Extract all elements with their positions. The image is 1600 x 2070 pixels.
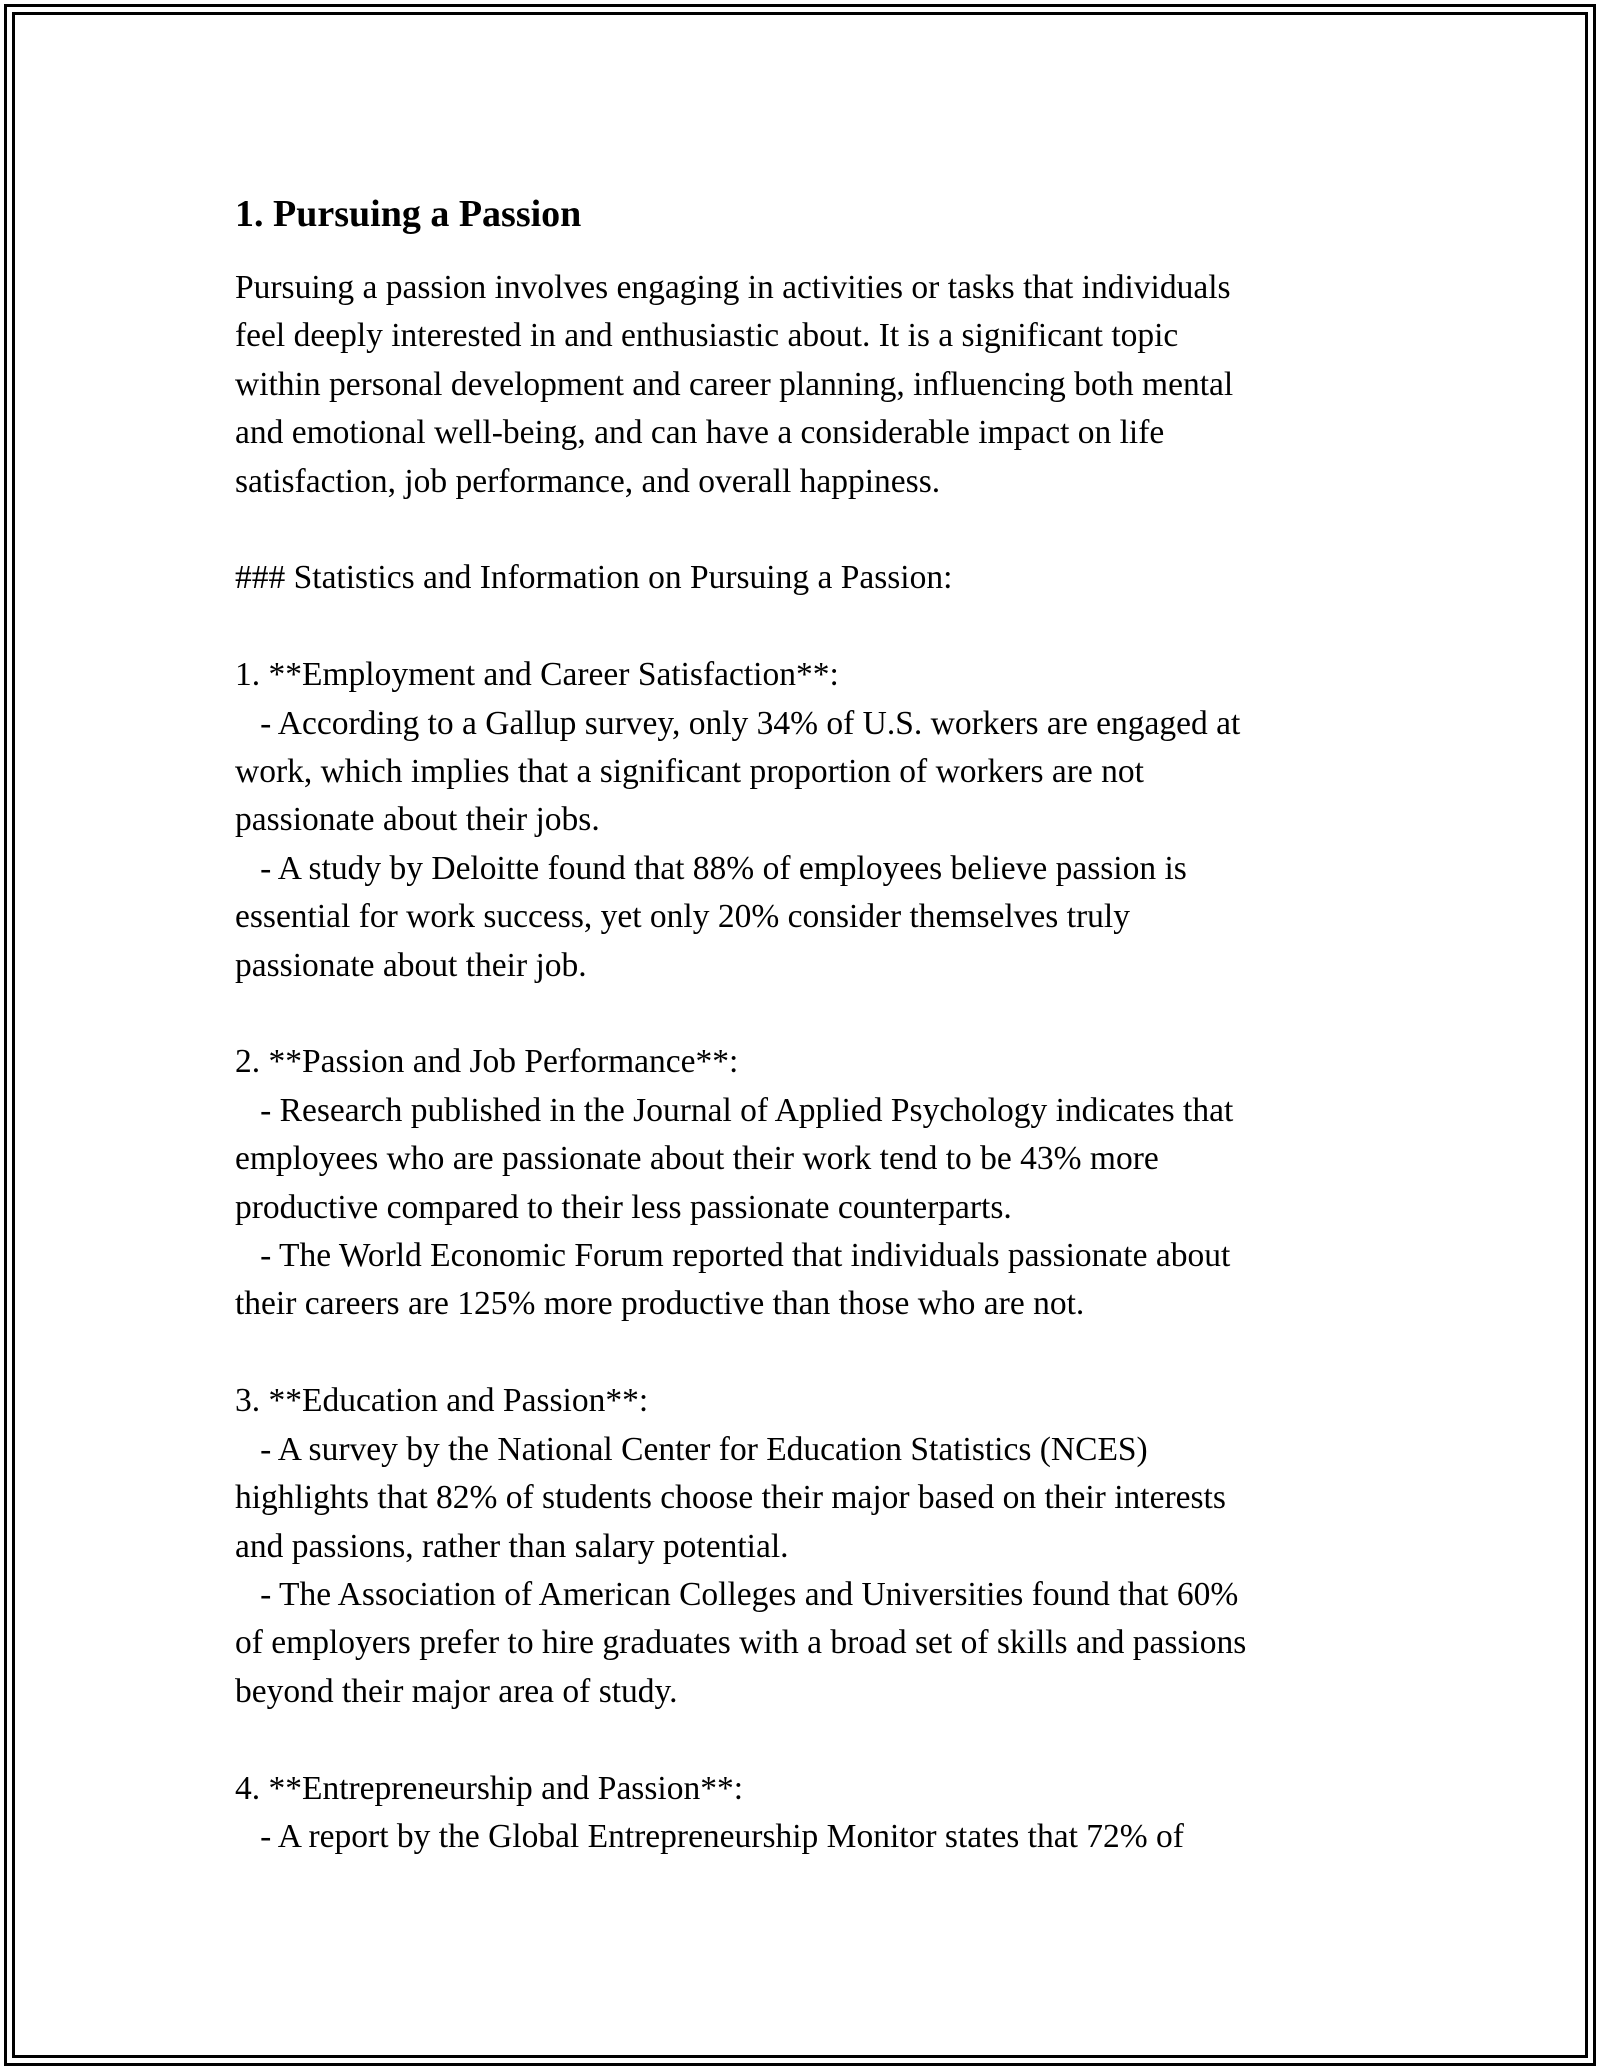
section-entrepreneurship <box>235 1765 1360 1862</box>
spacer <box>235 1716 1360 1764</box>
intro-line: within personal development and career planning, influencing both mental <box>235 365 1234 403</box>
section-title: 4. **Entrepreneurship and Passion**: <box>235 1769 743 1807</box>
section-job-performance <box>235 1038 1360 1328</box>
section-line: passionate about their jobs. <box>235 801 600 839</box>
section-line: passionate about their job. <box>235 946 587 984</box>
intro-line: and emotional well-being, and can have a considerable impact on life <box>235 414 1165 452</box>
section-line: - A study by Deloitte found that 88% of employees believe passion is <box>235 849 1187 887</box>
section-title: 2. **Passion and Job Performance**: <box>235 1043 739 1081</box>
section-line: - The Association of American Colleges and Universities found that 60% <box>235 1575 1239 1613</box>
intro-line: feel deeply interested in and enthusiastic about. It is a significant topic <box>235 317 1179 355</box>
section-line: their careers are 125% more productive than those who are not. <box>235 1285 1085 1323</box>
section-subheading: ### Statistics and Information on Pursuing a Passion: <box>235 559 953 597</box>
section-line: - A report by the Global Entrepreneurship Monitor states that 72% of <box>235 1817 1184 1855</box>
section-line: beyond their major area of study. <box>235 1672 678 1710</box>
spacer <box>235 603 1360 651</box>
section-line: essential for work success, yet only 20% consider themselves truly <box>235 898 1130 936</box>
section-education <box>235 1377 1360 1716</box>
section-line: and passions, rather than salary potential. <box>235 1527 789 1565</box>
section-line: - The World Economic Forum reported that individuals passionate about <box>235 1237 1231 1275</box>
section-line: highlights that 82% of students choose their major based on their interests <box>235 1479 1226 1517</box>
page-title: 1. Pursuing a Passion <box>235 193 582 235</box>
intro-line: satisfaction, job performance, and overall happiness. <box>235 462 941 500</box>
intro-paragraph <box>235 264 1360 506</box>
section-employment <box>235 651 1360 990</box>
section-line: of employers prefer to hire graduates with a broad set of skills and passions <box>235 1624 1247 1662</box>
section-line: - According to a Gallup survey, only 34% of U.S. workers are engaged at <box>235 704 1241 742</box>
section-line: employees who are passionate about their work tend to be 43% more <box>235 1140 1159 1178</box>
section-title: 1. **Employment and Career Satisfaction**: <box>235 656 839 694</box>
section-line: work, which implies that a significant proportion of workers are not <box>235 753 1144 791</box>
section-line: - A survey by the National Center for Education Statistics (NCES) <box>235 1430 1148 1468</box>
spacer <box>235 1329 1360 1377</box>
section-line: - Research published in the Journal of Applied Psychology indicates that <box>235 1091 1234 1129</box>
spacer <box>235 506 1360 554</box>
intro-line: Pursuing a passion involves engaging in activities or tasks that individuals <box>235 269 1231 306</box>
document-body <box>235 186 1360 1861</box>
section-title: 3. **Education and Passion**: <box>235 1382 649 1420</box>
section-line: productive compared to their less passionate counterparts. <box>235 1188 1012 1226</box>
spacer <box>235 990 1360 1038</box>
